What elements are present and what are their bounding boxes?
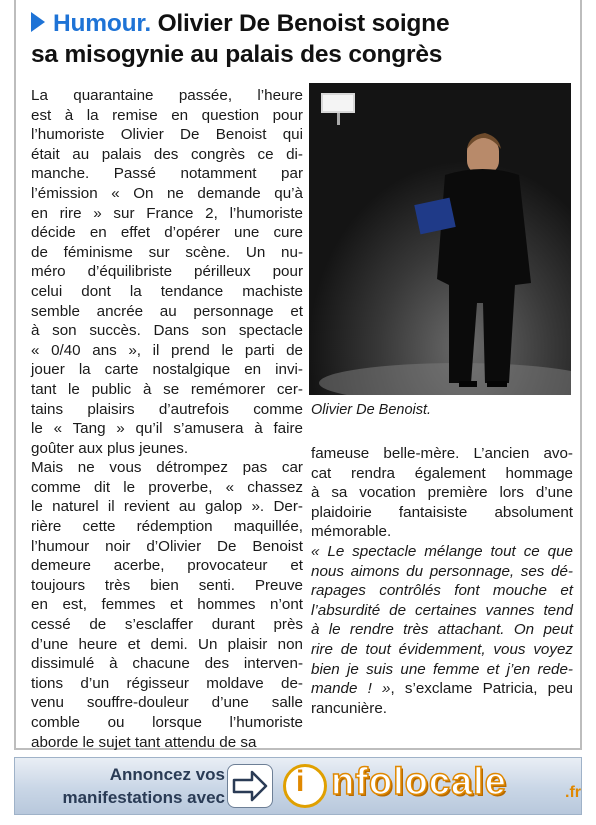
text-line: fameuse belle-mère. L’ancien avo-: [311, 445, 573, 462]
quote-end: mande ! »: [311, 680, 391, 698]
text-line: rapages contrôlés font mouche et: [311, 582, 573, 600]
text-line: le « Tang » qu’il s’amusera à faire: [31, 420, 303, 438]
headline-line-1: [31, 8, 576, 39]
headline-line-2: sa misogynie au palais des congrès: [31, 41, 443, 68]
text-line: comme dit le proverbe, « chassez: [31, 478, 303, 496]
text-line: à son succès. Dans son spectacle: [31, 322, 303, 340]
text-line: semble ancrée au personnage et: [31, 302, 303, 320]
text-line: La quarantaine passée, l’heure: [31, 87, 303, 104]
text-line: rire de tout évidemment, vous voyez: [311, 640, 573, 658]
text-line: bien je suis une femme et j’en rede-: [311, 660, 573, 678]
text-line: est à la remise en question pour: [31, 106, 303, 124]
triangle-bullet-icon: [31, 12, 45, 32]
text-line: comble ou lorsque l’humoriste: [31, 714, 303, 731]
text-line: plaidoirie fantaisiste absolument: [311, 503, 573, 521]
text-line: à sa vocation première lors d’une: [311, 484, 573, 502]
text-line: tant le public à se remémorer cer-: [31, 380, 303, 398]
text-line: « 0/40 ans », il prend le parti de: [31, 341, 303, 359]
text-line: en rire » sur France 2, l’humoriste: [31, 204, 303, 222]
text-line: aborde le sujet tant attendu de sa: [31, 733, 257, 751]
quote-attribution: , s’exclame Patricia, peu: [390, 680, 573, 698]
text-line: toujours très bien senti. Preuve: [31, 576, 303, 594]
quote-closing-line: [311, 679, 573, 699]
right-arrow-icon: [227, 764, 273, 808]
photo-caption: Olivier De Benoist.: [311, 402, 432, 418]
article-photo: [309, 83, 571, 395]
text-line: nous aimons du personnage, ses dé-: [311, 562, 573, 580]
comedian-on-stage-photo: [309, 83, 571, 395]
article-headline: [31, 8, 576, 70]
text-line: le naturel il revient au galop ». Der-: [31, 498, 303, 516]
text-line: « Le spectacle mélange tout ce que: [311, 542, 573, 560]
text-line: d’une heure et demi. Un plaisir non: [31, 635, 303, 653]
text-line: dissimulé à chacune des interven-: [31, 655, 303, 673]
infolocale-ad-banner[interactable]: [14, 757, 582, 815]
text-line: jouer la carte nostalgique en invi-: [31, 361, 303, 379]
logo-wordmark: nfolocale: [331, 761, 507, 803]
text-line: décide en effet d’opérer une cure: [31, 224, 303, 242]
text-line: Mais ne vous détrompez pas car: [31, 459, 303, 477]
banner-line-2: manifestations avec: [62, 788, 225, 807]
article-column-1: [31, 86, 303, 752]
logo-tld: .fr: [565, 784, 581, 801]
text-line: l’émission « On ne demande qu’à: [31, 184, 303, 202]
logo-i-circle: [283, 764, 327, 808]
text-line: mémorable.: [311, 523, 392, 541]
text-line: tions d’un régisseur moldave de-: [31, 674, 303, 692]
article-column-2: [311, 444, 573, 718]
text-line: l’humour noir d’Olivier De Benoist: [31, 537, 303, 555]
text-line: était au palais des congrès ce di-: [31, 145, 303, 163]
banner-line-1: Annoncez vos: [109, 765, 225, 784]
text-line: à le rendre très attachant. On peut: [311, 621, 573, 639]
text-line: rière cette rédemption maquillée,: [31, 518, 303, 536]
headline-text-1: Olivier De Benoist soigne: [157, 10, 450, 37]
text-line: de féminisme sur scène. Un nu-: [31, 243, 303, 261]
headline-rubric: Humour.: [53, 10, 151, 37]
text-line: demeure acerbe, provocateur et: [31, 557, 303, 575]
text-line: venu souffre-douleur d’une salle: [31, 694, 303, 712]
text-line: manche. Passé notamment par: [31, 165, 303, 183]
text-line: l’humoriste Olivier De Benoist qui: [31, 126, 303, 144]
text-line: cessé de s’esclaffer durant près: [31, 616, 303, 634]
text-line: rancunière.: [311, 699, 387, 717]
logo-i-letter: i: [296, 765, 305, 798]
text-line: tains plaisirs d’autrefois comme: [31, 400, 303, 418]
text-line: méro d’équilibriste périlleux pour: [31, 263, 303, 281]
text-line: en est, femmes et hommes n’ont: [31, 596, 303, 614]
text-line: l’absurdité de certaines vannes tend: [311, 601, 573, 619]
text-line: goûter aux plus jeunes.: [31, 439, 189, 457]
text-line: celui dont la tendance machiste: [31, 282, 303, 300]
text-line: cat rendra également hommage: [311, 464, 573, 482]
